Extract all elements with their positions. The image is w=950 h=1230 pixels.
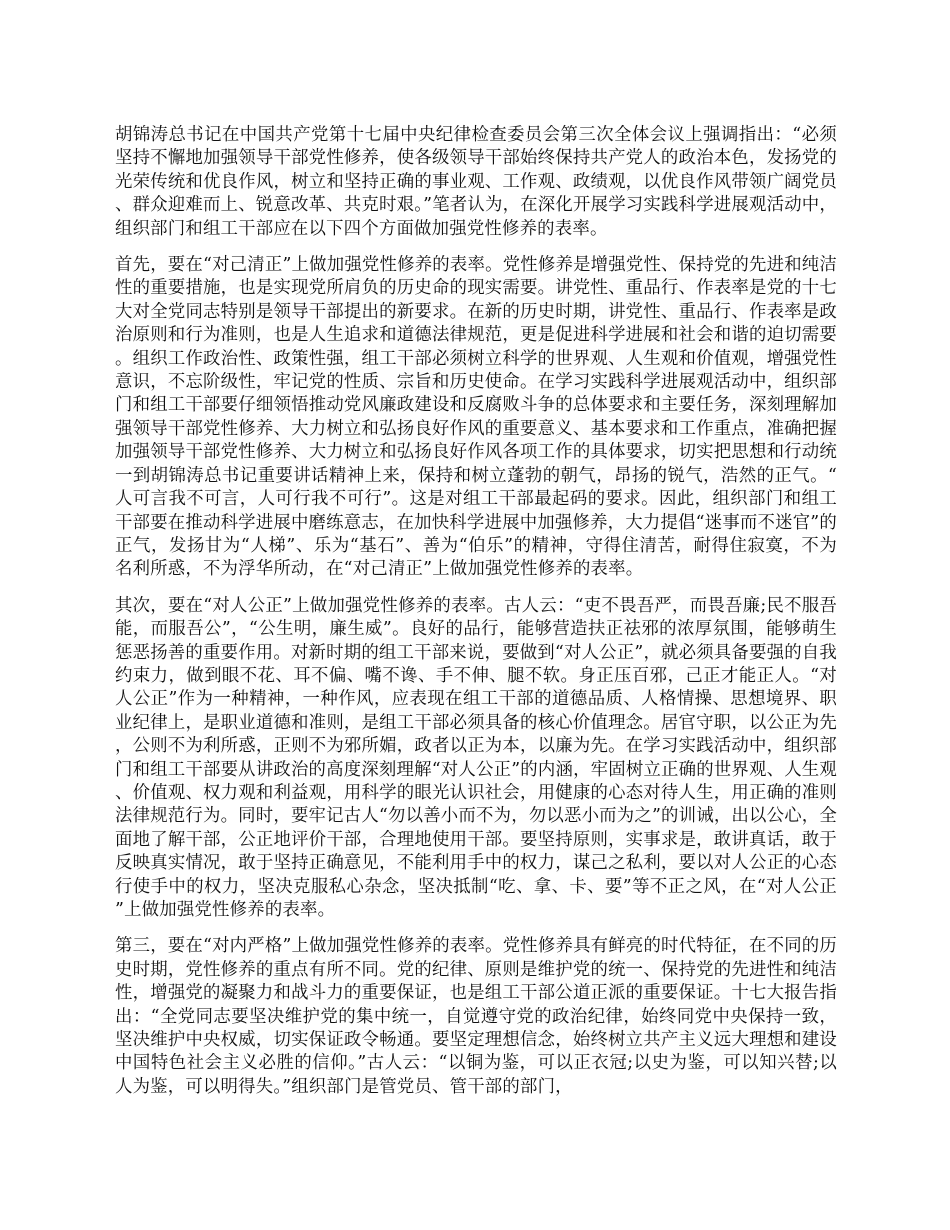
paragraph-first-point: 首先，要在“对己清正”上做加强党性修养的表率。党性修养是增强党性、保持党的先进和纯洁性的重要措施，也是实现党所肩负的历史命的现实需要。讲党性、重品行、作表率是党的十七大对全党同志特别是领导干部提出的新要求。在新的历史时期，讲党性、重品行、作表率是政治原则和行为准则，也是人生追求和道德法律规范，更是促进科学进展和社会和谐的迫切需要。组织工作政治性、政策性强，组工干部必须树立科学的世界观、人生观和价值观，增强党性意识，不忘阶级性，牢记党的性质、宗旨和历史使命。在学习实践科学进展观活动中，组织部门和组工干部要仔细领悟推动党风廉政建设和反腐败斗争的总体要求和主要任务，深刻理解加强领导干部党性修养、大力树立和弘扬良好作风的重要意义、基本要求和工作重点，准确把握加强领导干部党性修养、大力树立和弘扬良好作风各项工作的具体要求，切实把思想和行动统一到胡锦涛总书记重要讲话精神上来，保持和树立蓬勃的朝气，昂扬的锐气，浩然的正气。“人可言我不可言，人可行我不可行”。这是对组工干部最起码的要求。因此，组织部门和组工干部要在推动科学进展中磨练意志，在加快科学进展中加强修养，大力提倡“迷事而不迷官”的正气，发扬甘为“人梯”、乐为“基石”、善为“伯乐”的精神，守得住清苦，耐得住寂寞，不为名利所惑，不为浮华所动，在“对己清正”上做加强党性修养的表率。 [115, 255, 837, 580]
paragraph-intro: 胡锦涛总书记在中国共产党第十七届中央纪律检查委员会第三次全体会议上强调指出：“必须坚持不懈地加强领导干部党性修养，使各级领导干部始终保持共产党人的政治本色，发扬党的光荣传统和优良作风，树立和坚持正确的事业观、工作观、政绩观，以优良作风带领广阔党员、群众迎难而上、锐意改革、共克时艰。”笔者认为，在深化开展学习实践科学进展观活动中，组织部门和组工干部应在以下四个方面做加强党性修养的表率。 [115, 125, 837, 239]
paragraph-third-point: 第三，要在“对内严格”上做加强党性修养的表率。党性修养具有鲜亮的时代特征，在不同的历史时期，党性修养的重点有所不同。党的纪律、原则是维护党的统一、保持党的先进性和纯洁性，增强党的凝聚力和战斗力的重要保证，也是组工干部公道正派的重要保证。十七大报告指出：“全党同志要坚决维护党的集中统一，自觉遵守党的政治纪律，始终同党中央保持一致，坚决维护中央权威，切实保证政令畅通。要坚定理想信念，始终树立共产主义远大理想和建设中国特色社会主义必胜的信仰。”古人云：“以铜为鉴，可以正衣冠;以史为鉴，可以知兴替;以人为鉴，可以明得失。”组织部门是管党员、管干部的部门， [115, 936, 837, 1097]
paragraph-second-point: 其次，要在“对人公正”上做加强党性修养的表率。古人云：“吏不畏吾严，而畏吾廉;民不服吾能，而服吾公”，“公生明，廉生威”。良好的品行，能够营造扶正祛邪的浓厚氛围，能够萌生惩恶扬善的重要作用。对新时期的组工干部来说，要做到“对人公正”，就必须具备要强的自我约束力，做到眼不花、耳不偏、嘴不谗、手不伸、腿不软。身正压百邪，己正才能正人。“对人公正”作为一种精神，一种作风，应表现在组工干部的道德品质、人格情操、思想境界、职业纪律上，是职业道德和准则，是组工干部必须具备的核心价值理念。居官守职，以公正为先，公则不为利所惑，正则不为邪所媚，政者以正为本，以廉为先。在学习实践活动中，组织部门和组工干部要从讲政治的高度深刻理解“对人公正”的内涵，牢固树立正确的世界观、人生观、价值观、权力观和利益观，用科学的眼光认识社会，用健康的心态对待人生，用正确的准则法律规范行为。同时，要牢记古人“勿以善小而不为，勿以恶小而为之”的训诫，出以公心，全面地了解干部，公正地评价干部，合理地使用干部。要坚持原则，实事求是，敢讲真话，敢于反映真实情况，敢于坚持正确意见，不能利用手中的权力，谋己之私利，要以对人公正的心态行使手中的权力，坚决克服私心杂念，坚决抵制“吃、拿、卡、要”等不正之风，在“对人公正”上做加强党性修养的表率。 [115, 595, 837, 920]
document-body [115, 124, 837, 1112]
